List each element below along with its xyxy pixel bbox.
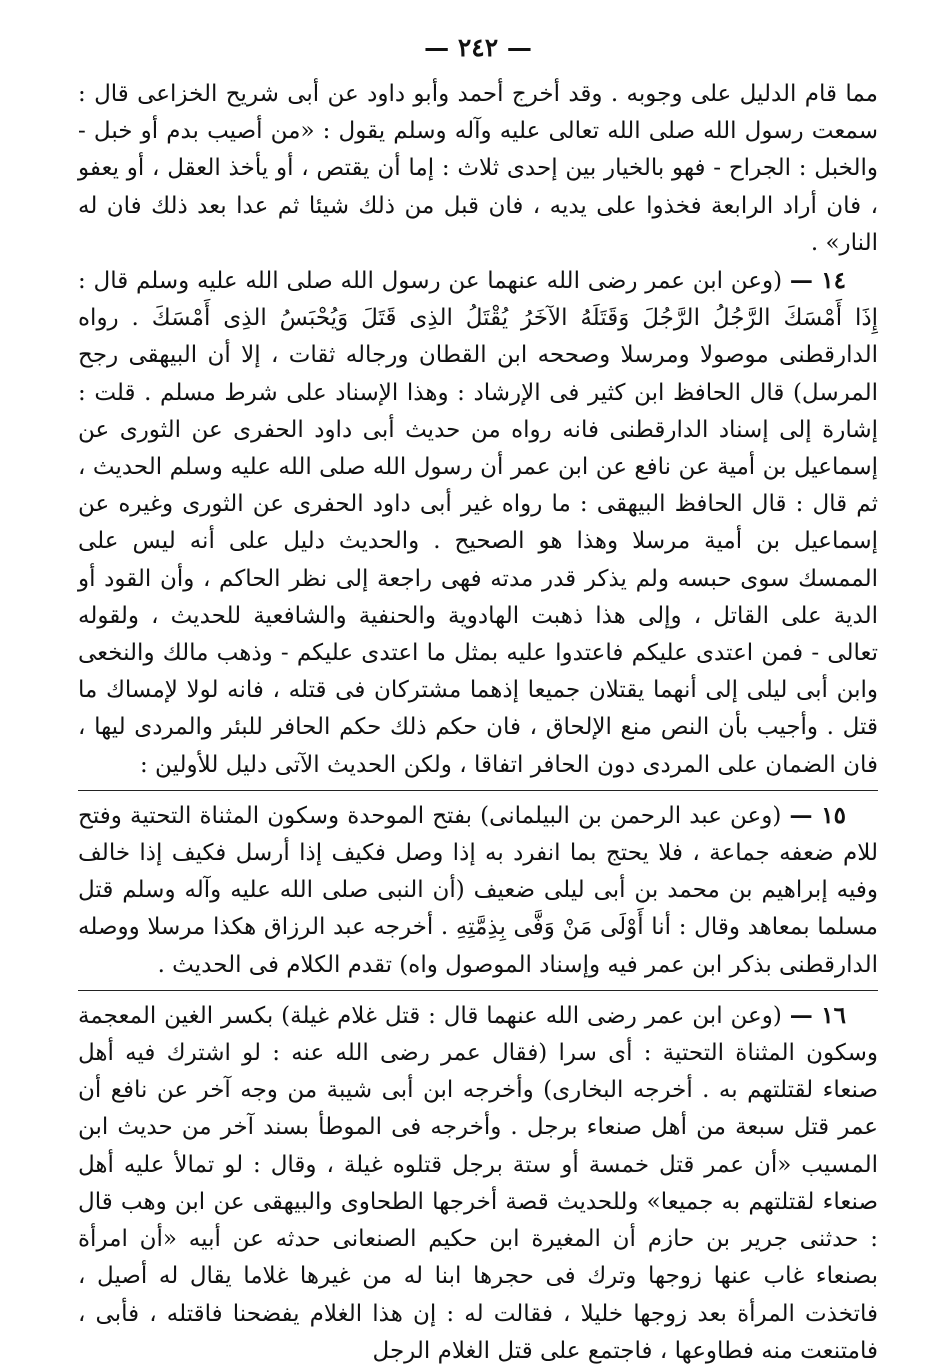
hadith-14 — [78, 262, 878, 784]
paragraph-continuation — [78, 76, 878, 262]
paragraph-text: مما قام الدليل على وجوبه . وقد أخرج أحمد وأبو داود عن أبى شريح الخزاعى قال : سمعت رسول الله صلى الله تعالى عليه وآله وسلم يقول : «من أصيب بدم أو خبل - والخبل : الجراح - فهو بالخيار بين إحدى ثلاث : إما أن يقتص ، أو يأخذ العقل ، أو يعفو ، فان أراد الرابعة فخذوا على يديه ، فان قبل من ذلك شيئا ثم عدا بعد ذلك فان له النار» . — [78, 81, 878, 256]
hadith-number: ١٤ — — [789, 267, 846, 295]
section-divider — [78, 990, 878, 991]
section-divider — [78, 790, 878, 791]
hadith-text: (وعن ابن عمر رضى الله عنهما قال : قتل غلام غيلة) بكسر الغين المعجمة وسكون المثناة التحتية : أى سرا (فقال عمر رضى الله عنه : لو اشترك فيه أهل صنعاء لقتلتهم به . أخرجه البخارى) وأخرجه ابن أبى شيبة من وجه آخر عن نافع أن عمر قتل سبعة من أهل صنعاء برجل . وأخرجه فى الموطأ بسند آخر من حديث ابن المسيب «أن عمر قتل خمسة أو ستة برجل قتلوه غيلة ، وقال : لو تمالأ عليه أهل صنعاء لقتلتهم به جميعا» وللحديث قصة أخرجها الطحاوى والبيهقى عن ابن وهب قال : حدثنى جرير بن حازم أن المغيرة ابن حكيم الصنعانى حدثه عن أبيه «أن امرأة بصنعاء غاب عنها زوجها وترك فى حجرها ابنا له من غيرها غلاما يقال له أصيل ، فاتخذت المرأة بعد زوجها خليلا ، فقالت له : إن هذا الغلام يفضحنا فاقتله ، فأبى ، فامتنعت منه فطاوعها ، فاجتمع على قتل الغلام الرجل — [78, 1002, 878, 1364]
hadith-15 — [78, 797, 878, 984]
book-page — [78, 30, 878, 1364]
hadith-number: ١٦ — — [789, 1001, 846, 1029]
hadith-text: (وعن ابن عمر رضى الله عنهما عن رسول الله صلى الله عليه وسلم قال : إِذَا أَمْسَكَ الرَّجُلُ الرَّجُلَ وَقَتَلَهُ الآخَرُ يُقْتَلُ الذِى قَتَلَ وَيُحْبَسُ الذِى أَمْسَكَ . رواه الدارقطنى موصولا ومرسلا وصححه ابن القطان ورجاله ثقات ، إلا أن البيهقى رجح المرسل) قال الحافظ ابن كثير فى الإرشاد : وهذا الإسناد على شرط مسلم . قلت : إشارة إلى إسناد الدارقطنى فانه رواه من حديث أبى داود الحفرى عن الثورى عن إسماعيل بن أمية عن نافع عن ابن عمر أن رسول الله صلى الله عليه وسلم الحديث ، ثم قال : قال الحافظ البيهقى : ما رواه غير أبى داود الحفرى عن الثورى وغيره عن إسماعيل بن أمية مرسلا وهذا هو الصحيح . والحديث دليل على أنه ليس على الممسك سوى حبسه ولم يذكر قدر مدته فهى راجعة إلى نظر الحاكم ، وأن القود أو الدية على القاتل ، وإلى هذا ذهبت الهادوية والحنفية والشافعية للحديث ، ولقوله تعالى - فمن اعتدى عليكم فاعتدوا عليه بمثل ما اعتدى عليكم - وذهب مالك والنخعى وابن أبى ليلى إلى أنهما يقتلان جميعا إذهما مشتركان فى قتله ، فانه لولا لإمساك ما قتل . وأجيب بأن النص منع الإلحاق ، فان حكم ذلك حكم الحافر للبئر والمردى ليها ، فان الضمان على المردى دون الحافر اتفاقا ، ولكن الحديث الآتى دليل للأولين : — [78, 268, 878, 778]
page-body — [78, 76, 878, 1370]
page-number: — ٢٤٢ — — [424, 33, 532, 62]
hadith-16 — [78, 997, 878, 1370]
hadith-number: ١٥ — — [789, 801, 847, 829]
hadith-text: (وعن عبد الرحمن بن البيلمانى) بفتح الموحدة وسكون المثناة التحتية وفتح للام ضعفه جماعة ، فلا يحتج بما انفرد به إذا وصل فكيف إذا أرسل فكيف إذا خالف وفيه إبراهيم بن محمد بن أبى ليلى ضعيف (أن النبى صلى الله عليه وآله وسلم قتل مسلما بمعاهد وقال : أنا أَوْلَى مَنْ وَفَّى بِذِمَّتِهِ . أخرجه عبد الرزاق هكذا مرسلا ووصله الدارقطنى بذكر ابن عمر فيه وإسناد الموصول واه) تقدم الكلام فى الحديث . — [78, 802, 878, 978]
